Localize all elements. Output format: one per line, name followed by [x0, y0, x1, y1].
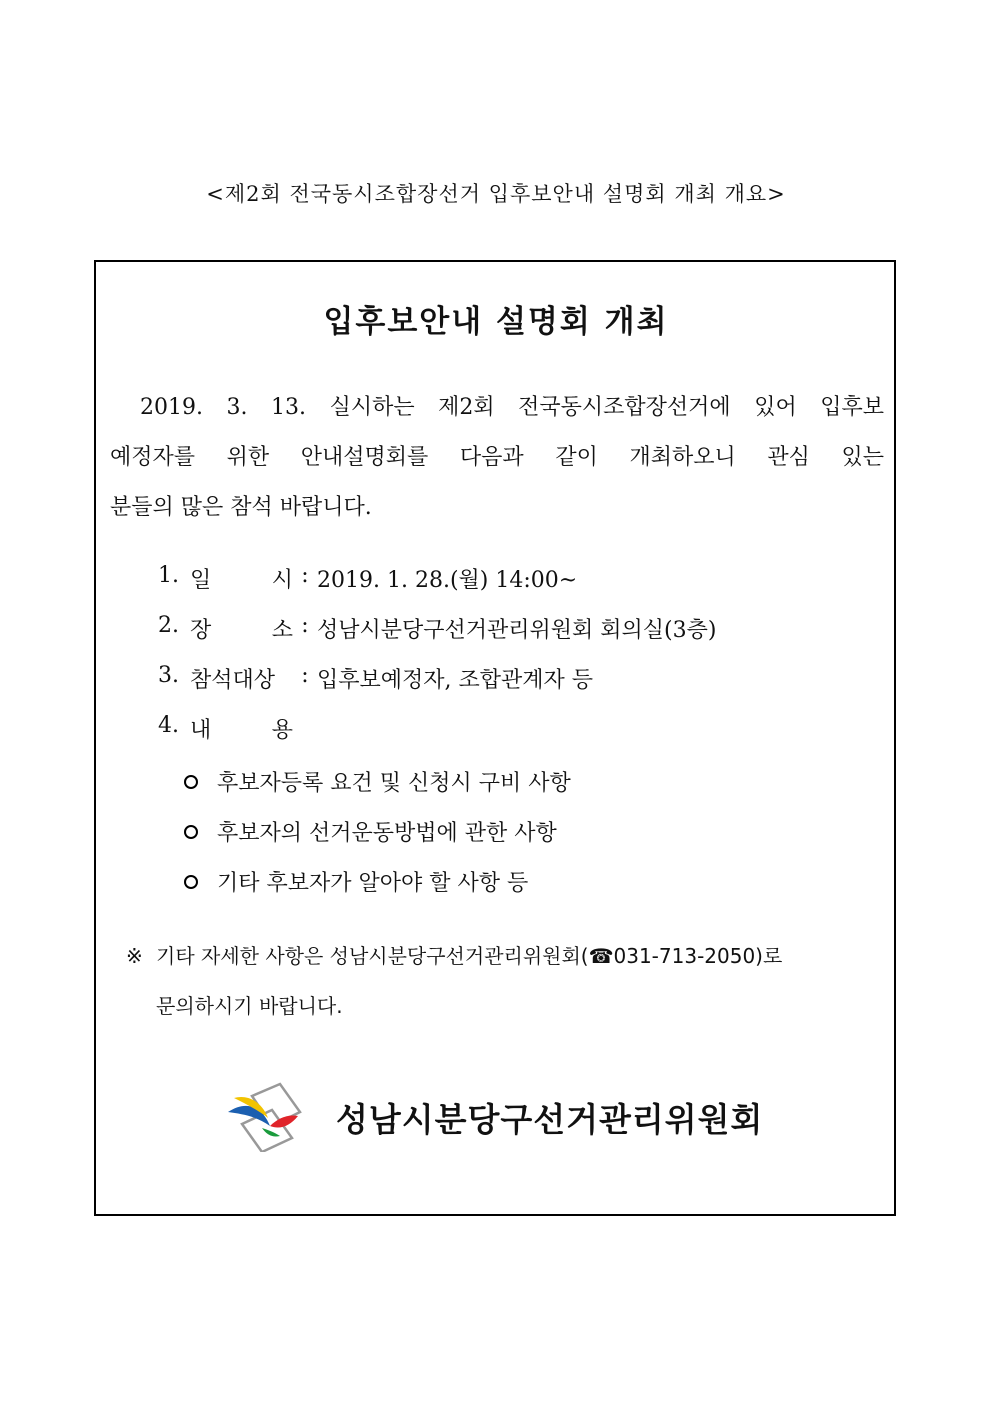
content-item [184, 766, 571, 797]
detail-value: 입후보예정자, 조합관계자 등 [317, 668, 594, 693]
contact-note-continued: 문의하시기 바랍니다. [156, 994, 343, 1018]
detail-separator: : [301, 613, 309, 638]
detail-number: 4. [158, 713, 179, 738]
intro-line: 예정자를 위한 안내설명회를 다음과 같이 개최하오니 관심 있는 [110, 445, 884, 470]
detail-number: 3. [158, 663, 179, 688]
content-item-text: 기타 후보자가 알아야 할 사항 등 [217, 871, 529, 896]
contact-note [126, 940, 782, 969]
intro-line: 분들의 많은 참석 바랍니다. [110, 495, 372, 520]
detail-separator: : [301, 663, 309, 688]
detail-number: 2. [158, 613, 179, 638]
detail-place [158, 613, 716, 644]
circle-bullet-icon [184, 825, 198, 839]
detail-value: 2019. 1. 28.(월) 14:00~ [317, 568, 578, 593]
content-item-text: 후보자등록 요건 및 신청시 구비 사항 [217, 771, 571, 796]
election-commission-logo [222, 1082, 302, 1152]
detail-label: 장 소 [190, 618, 293, 643]
intro-paragraph [110, 383, 884, 533]
detail-attendees [158, 663, 593, 694]
detail-content [158, 713, 293, 744]
circle-bullet-icon [184, 875, 198, 889]
circle-bullet-icon [184, 775, 198, 789]
detail-number: 1. [158, 563, 179, 588]
detail-separator: : [301, 563, 309, 588]
detail-label: 내 용 [190, 718, 293, 743]
content-item [184, 866, 528, 897]
intro-line: 2019. 3. 13. 실시하는 제2회 전국동시조합장선거에 있어 입후보 [140, 395, 884, 420]
notice-title: 입후보안내 설명회 개최 [323, 304, 669, 340]
organization-name: 성남시분당구선거관리위원회 [336, 1100, 764, 1139]
document-header-title: <제2회 전국동시조합장선거 입후보안내 설명회 개최 개요> [206, 182, 786, 206]
detail-label: 일 시 [190, 568, 293, 593]
content-item [184, 816, 557, 847]
reference-mark: ※ [126, 944, 143, 968]
contact-note-text: 기타 자세한 사항은 성남시분당구선거관리위원회(☎031-713-2050)로 [156, 944, 783, 968]
detail-value: 성남시분당구선거관리위원회 회의실(3층) [317, 618, 717, 643]
content-item-text: 후보자의 선거운동방법에 관한 사항 [217, 821, 557, 846]
detail-label: 참석대상 [190, 668, 276, 693]
detail-date [158, 563, 577, 594]
